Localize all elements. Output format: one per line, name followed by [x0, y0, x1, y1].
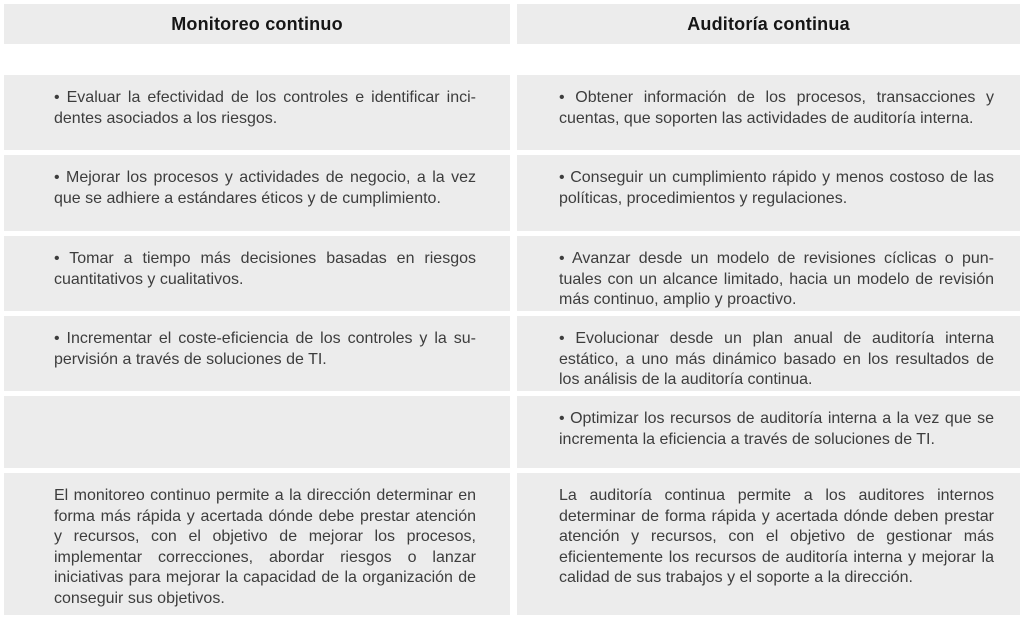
table-row: [4, 236, 1020, 311]
summary-cell-auditoria: La auditoría continua permite a los auditores internos determinar de forma rápida y acertada dónde deben prestar atención y recursos, con el objetivo de gestionar más eficientemente los recursos de auditoría interna y mejorar la calidad de sus trabajos y el soporte a la dirección.: [517, 473, 1020, 615]
bullet-cell-monitoreo-4: • Incrementar el coste-eficiencia de los controles y la supervisión a través de soluciones de TI.: [4, 316, 510, 391]
header-row: [4, 4, 1020, 44]
bullet-cell-auditoria-5: • Optimizar los recursos de auditoría interna a la vez que se incrementa la eficiencia a través de soluciones de TI.: [517, 396, 1020, 468]
empty-cell-monitoreo-5: [4, 396, 510, 468]
table-row: [4, 155, 1020, 231]
table-row: [4, 316, 1020, 391]
column-header-auditoria-continua: Auditoría continua: [517, 4, 1020, 44]
bullet-cell-monitoreo-2: • Mejorar los procesos y actividades de negocio, a la vez que se adhiere a estándares éticos y de cumplimiento.: [4, 155, 510, 231]
column-header-monitoreo-continuo: Monitoreo continuo: [4, 4, 510, 44]
bullet-cell-auditoria-1: • Obtener información de los procesos, transacciones y cuentas, que soporten las actividades de auditoría interna.: [517, 75, 1020, 150]
bullet-cell-auditoria-4: • Evolucionar desde un plan anual de auditoría interna estático, a uno más dinámico basado en los resultados de los análisis de la auditoría continua.: [517, 316, 1020, 391]
bullet-cell-auditoria-3: • Avanzar desde un modelo de revisiones cíclicas o puntuales con un alcance limitado, hacia un modelo de revisión más continuo, amplio y proactivo.: [517, 236, 1020, 311]
bullet-cell-monitoreo-3: • Tomar a tiempo más decisiones basadas en riesgos cuantitativos y cualitativos.: [4, 236, 510, 311]
table-row: [4, 473, 1020, 615]
table-row: [4, 396, 1020, 468]
summary-cell-monitoreo: El monitoreo continuo permite a la dirección determinar en forma más rápida y acertada dónde debe prestar atención y recursos, con el objetivo de mejorar los procesos, implementar correcciones, abordar riesgos o lanzar iniciativas para mejorar la capacidad de la organización de conseguir sus objetivos.: [4, 473, 510, 615]
table-row: [4, 75, 1020, 150]
bullet-cell-auditoria-2: • Conseguir un cumplimiento rápido y menos costoso de las políticas, procedimientos y regulaciones.: [517, 155, 1020, 231]
bullet-cell-monitoreo-1: • Evaluar la efectividad de los controles e identificar incidentes asociados a los riesgos.: [4, 75, 510, 150]
